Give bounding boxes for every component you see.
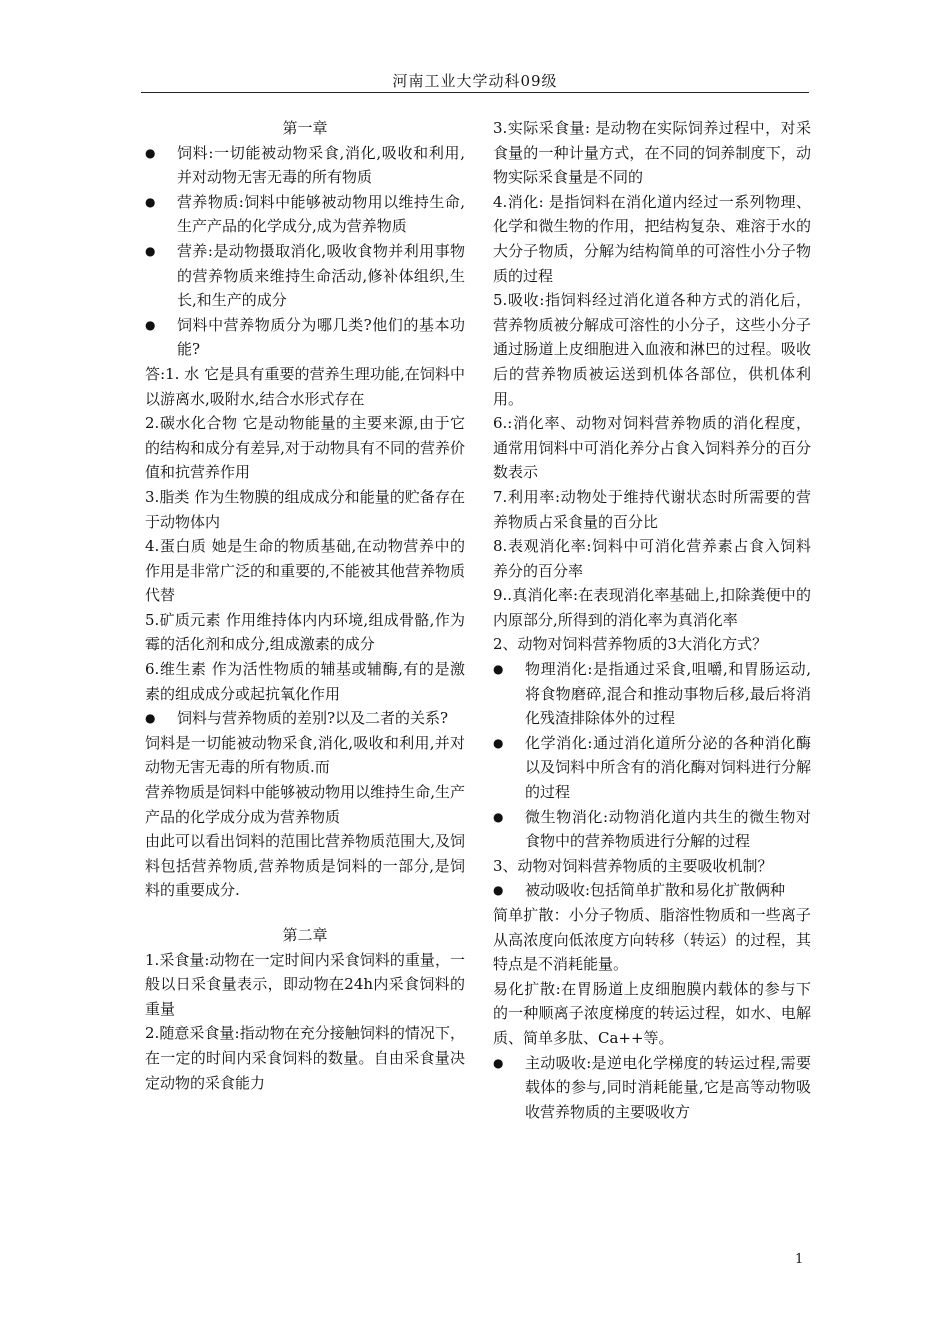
answer-paragraph: 6.维生素 作为活性物质的辅基或辅酶,有的是激素的组成成分或起抗氧化作用	[145, 660, 465, 703]
definition-paragraph: 5.吸收:指饲料经过消化道各种方式的消化后，营养物质被分解成可溶性的小分子，这些小分子通过肠道上皮细胞进入血液和淋巴的过程。吸收后的营养物质被运送到机体各部位，供机体利用。	[493, 291, 811, 408]
bullet-item: ● 化学消化:通过消化道所分泌的各种消化酶以及饲料中所含有的消化酶对饲料进行分解的过程	[493, 731, 811, 805]
definition-paragraph: 4.消化: 是指饲料在消化道内经过一系列物理、化学和微生物的作用，把结构复杂、难溶于水的大分子物质，分解为结构简单的可溶性小分子物质的过程	[493, 192, 811, 285]
bullet-icon: ●	[145, 243, 156, 258]
left-column	[145, 116, 465, 1095]
bullet-item: ● 被动吸收:包括简单扩散和易化扩散俩种	[493, 878, 811, 903]
answer-paragraph: 4.蛋白质 她是生命的物质基础,在动物营养中的作用是非常广泛的和重要的,不能被其他营养物质代替	[145, 537, 465, 605]
definition-paragraph: 易化扩散:在胃肠道上皮细胞膜内载体的参与下的一种顺离子浓度梯度的转运过程，如水、电解质、简单多肽、Ca++等。	[493, 979, 811, 1047]
body-paragraph: 营养物质是饲料中能够被动物用以维持生命,生产产品的化学成分成为营养物质	[145, 783, 465, 826]
bullet-icon: ●	[145, 711, 156, 726]
page-number: 1	[795, 1252, 804, 1267]
bullet-icon: ●	[493, 662, 504, 677]
spacer	[145, 903, 465, 923]
definition-paragraph: 9..真消化率:在表现消化率基础上,扣除粪便中的内原部分,所得到的消化率为真消化率	[493, 586, 811, 629]
right-column	[493, 116, 811, 1124]
answer-paragraph: 5.矿质元素 作用维持体内内环境,组成骨骼,作为霉的活化剂和成分,组成激素的成分	[145, 610, 465, 654]
bullet-item: ● 营养物质:饲料中能够被动物用以维持生命,生产产品的化学成分,成为营养物质	[145, 190, 465, 239]
chapter-1-title: 第一章	[282, 119, 328, 137]
chapter-2-title: 第二章	[282, 926, 328, 944]
body-paragraph: 由此可以看出饲料的范围比营养物质范围大,及饲料包括营养物质,营养物质是饲料的一部分,是饲料的重要成分.	[145, 832, 465, 900]
header-rule	[141, 92, 809, 93]
definition-paragraph: 7.利用率:动物处于维持代谢状态时所需要的营养物质占采食量的百分比	[493, 487, 811, 531]
definition-paragraph: 6.:消化率、动物对饲料营养物质的消化程度，通常用饲料中可消化养分占食入饲料养分的百分数表示	[493, 414, 811, 482]
bullet-item: ● 物理消化:是指通过采食,咀嚼,和胃肠运动,将食物磨碎,混合和推动事物后移,最后将消化残渣排除体外的过程	[493, 657, 811, 731]
definition-paragraph: 2.随意采食量:指动物在充分接触饲料的情况下，在一定的时间内采食饲料的数量。自由采食量决定动物的采食能力	[145, 1024, 465, 1092]
page-header: 河南工业大学动科09级	[392, 72, 558, 90]
definition-paragraph: 8.表观消化率:饲料中可消化营养素占食入饲料养分的百分率	[493, 537, 811, 580]
definition-paragraph: 1.采食量:动物在一定时间内采食饲料的重量，一般以日采食量表示，即动物在24h内采食饲料的重量	[145, 950, 465, 1018]
answer-paragraph: 答:1. 水 它是具有重要的营养生理功能,在饲料中以游离水,吸附水,结合水形式存在	[145, 364, 465, 408]
answer-paragraph: 2.碳水化合物 它是动物能量的主要来源,由于它的结构和成分有差异,对于动物具有不同的营养价值和抗营养作用	[145, 414, 465, 482]
bullet-icon: ●	[493, 735, 504, 750]
bullet-icon: ●	[145, 317, 156, 332]
bullet-item: ● 微生物消化:动物消化道内共生的微生物对食物中的营养物质进行分解的过程	[493, 805, 811, 854]
bullet-item: ● 饲料与营养物质的差别?以及二者的关系?	[145, 706, 465, 731]
question-heading: 2、动物对饲料营养物质的3大消化方式？	[493, 635, 768, 654]
bullet-icon: ●	[145, 145, 156, 160]
bullet-icon: ●	[145, 194, 156, 209]
bullet-item: ● 饲料中营养物质分为哪几类?他们的基本功能?	[145, 313, 465, 362]
bullet-icon: ●	[493, 883, 504, 898]
definition-paragraph: 3.实际采食量: 是动物在实际饲养过程中，对采食量的一种计量方式，在不同的饲养制度下，动物实际采食量是不同的	[493, 119, 811, 187]
answer-paragraph: 3.脂类 作为生物膜的组成成分和能量的贮备存在于动物体内	[145, 487, 465, 531]
bullet-item: ● 饲料:一切能被动物采食,消化,吸收和利用,并对动物无害无毒的所有物质	[145, 141, 465, 190]
bullet-item: ● 主动吸收:是逆电化学梯度的转运过程,需要载体的参与,同时消耗能量,它是高等动物吸收营养物质的主要吸收方	[493, 1051, 811, 1125]
body-paragraph: 饲料是一切能被动物采食,消化,吸收和利用,并对动物无害无毒的所有物质.而	[145, 733, 465, 777]
bullet-item: ● 营养:是动物摄取消化,吸收食物并利用事物的营养物质来维持生命活动,修补体组织,生长,和生产的成分	[145, 239, 465, 313]
bullet-icon: ●	[493, 1055, 504, 1070]
question-heading: 3、动物对饲料营养物质的主要吸收机制？	[493, 856, 773, 875]
bullet-icon: ●	[493, 809, 504, 824]
definition-paragraph: 简单扩散：小分子物质、脂溶性物质和一些离子从高浓度向低浓度方向转移（转运）的过程，其特点是不消耗能量。	[493, 906, 811, 974]
